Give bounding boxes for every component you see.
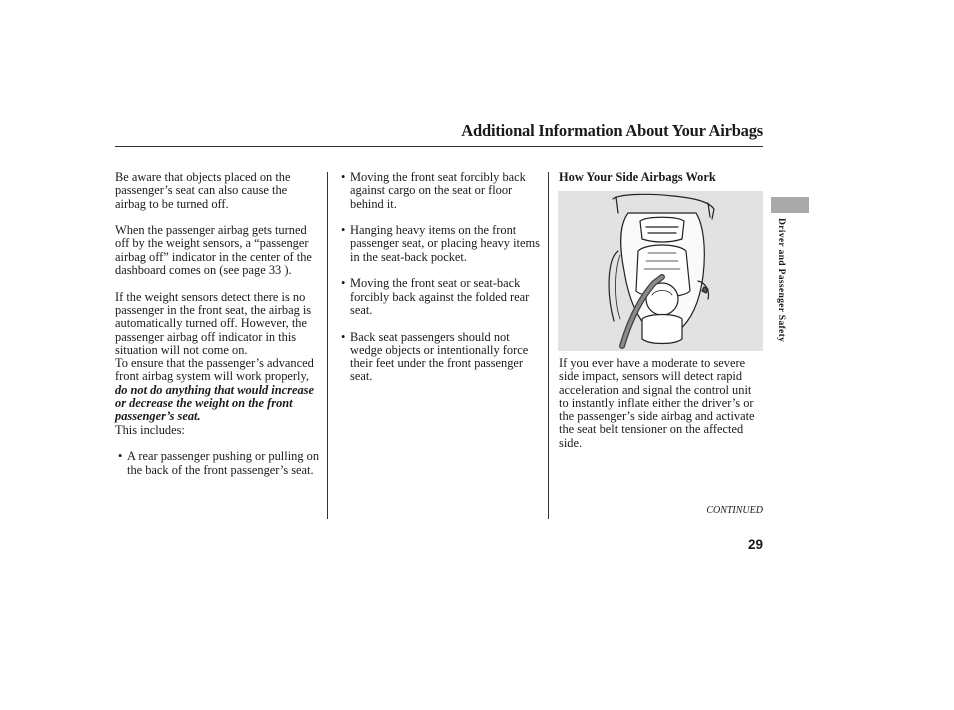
illustration-svg [558,191,763,351]
continued-label: CONTINUED [706,505,763,516]
page-reference-link[interactable]: 33 [268,263,282,278]
bullet-text: A rear passenger pushing or pulling on the back of the front passenger’s seat. [127,449,320,477]
this-includes-text: This includes: [115,422,185,437]
column-divider-2 [548,172,549,519]
page-title: Additional Information About Your Airbags [461,121,763,140]
paragraph-airbag-off-text: When the passenger airbag gets turned off by the weight sensors, a “passenger airbag off” indicator in the center of the dashboard comes on (see page [115,223,312,278]
bullet-marker: • [341,170,346,184]
list-item [338,277,544,317]
page-number: 29 [747,537,763,552]
paragraph-airbag-off-indicator [115,224,321,277]
list-item [338,171,544,211]
paragraph-ensure-proper [115,357,321,437]
bullet-text: Back seat passengers should not wedge objects or intentionally force their feet under the front passenger seat. [350,329,529,384]
bullet-marker: • [341,329,346,344]
ensure-plain-text: To ensure that the passenger’s advanced front airbag system will work properly, [115,356,314,384]
bullet-text: Hanging heavy items on the front passenger seat, or placing heavy items in the seat-back pocket. [350,223,540,264]
ensure-emphasis-text: do not do anything that would increase or decrease the weight on the front passenger’s seat. [115,382,314,424]
paragraph-no-passenger: If the weight sensors detect there is no passenger in the front seat, the airbag is automatically turned off. However, the passenger airbag off indicator in this situation will not come on. [115,289,312,357]
paragraph-airbag-off-end: ). [284,263,292,278]
section-tab [771,197,809,213]
list-item [338,224,544,264]
section-heading: How Your Side Airbags Work [559,170,716,184]
section-side-label: Driver and Passenger Safety [776,218,787,343]
column-divider-1 [327,172,328,519]
bullet-text: Moving the front seat or seat-back forcibly back against the folded rear seat. [350,276,530,317]
list-item [338,331,544,384]
bullet-text: Moving the front seat forcibly back against cargo on the seat or floor behind it. [350,170,526,211]
column-2 [338,171,544,384]
bullet-marker: • [341,276,346,291]
column-1 [115,171,321,477]
paragraph-objects-on-seat: Be aware that objects placed on the passenger’s seat can also cause the airbag to be turned off. [115,170,291,211]
paragraph-side-impact: If you ever have a moderate to severe side impact, sensors will detect rapid acceleration and signal the control unit to instantly inflate either the driver’s or the passenger’s side airbag and activate the seat belt tensioner on the affected side. [559,356,755,450]
bullet-marker: • [118,449,123,464]
seated-occupant-side-airbag-illustration [558,191,763,351]
column-3-body [559,357,764,450]
column-3 [559,171,764,184]
title-rule [115,146,763,147]
bullet-marker: • [341,223,346,238]
list-item [115,450,321,477]
